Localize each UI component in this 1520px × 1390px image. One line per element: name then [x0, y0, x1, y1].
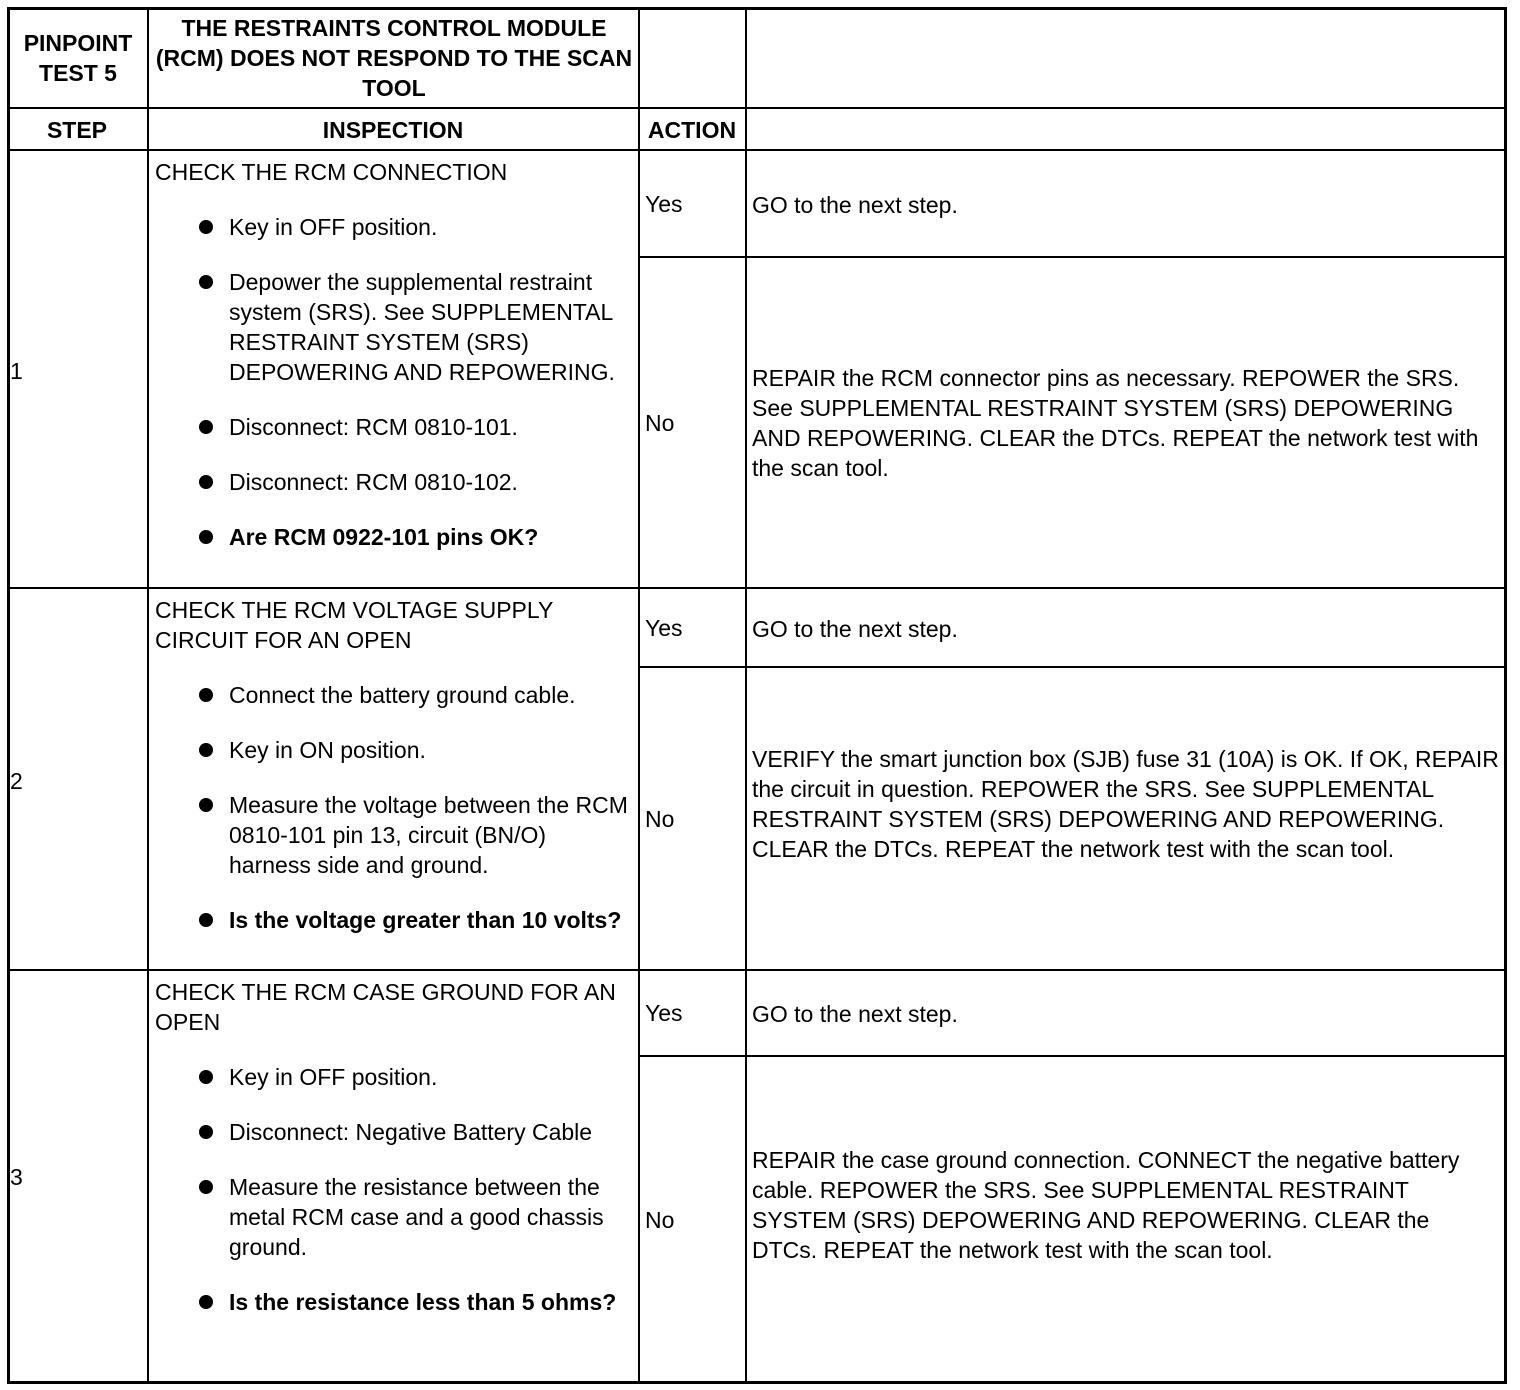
- yes-action: GO to the next step.: [752, 1001, 958, 1027]
- no-label: No: [645, 410, 675, 436]
- inspection-title: CHECK THE RCM CONNECTION: [155, 159, 508, 185]
- row-divider: [7, 587, 1507, 589]
- bullet-icon: [199, 220, 213, 234]
- yes-label: Yes: [645, 615, 683, 641]
- list-item-text: Key in OFF position.: [229, 1064, 438, 1090]
- inspection-list: [155, 212, 631, 552]
- action-column-header: ACTION: [647, 117, 737, 143]
- bullet-icon: [199, 688, 213, 702]
- pinpoint-test-label: PINPOINT TEST 5: [23, 30, 133, 86]
- list-item: [155, 1172, 631, 1262]
- column-divider: [147, 7, 149, 1384]
- bullet-icon: [199, 475, 213, 489]
- inspection-list: [155, 680, 631, 935]
- bullet-icon: [199, 530, 213, 544]
- step-column-header: STEP: [46, 117, 108, 143]
- inspection-cell: [155, 977, 631, 1317]
- list-item-text: Disconnect: Negative Battery Cable: [229, 1119, 593, 1145]
- list-item: [155, 735, 631, 765]
- no-action: REPAIR the case ground connection. CONNECT the negative battery cable. REPOWER the SRS. See SUPPLEMENTAL RESTRAINT SYSTEM (SRS) DEPOWERING AND REPOWERING. CLEAR the DTCs. REPEAT the network test with the scan tool.: [752, 1147, 1460, 1263]
- no-action: VERIFY the smart junction box (SJB) fuse 31 (10A) is OK. If OK, REPAIR the circuit in question. REPOWER the SRS. See SUPPLEMENTAL RESTRAINT SYSTEM (SRS) DEPOWERING AND REPOWERING. CLEAR the DTCs. REPEAT the network test with the scan tool.: [752, 746, 1499, 862]
- inspection-question: Is the voltage greater than 10 volts?: [229, 907, 622, 933]
- column-divider: [745, 7, 747, 1384]
- bullet-icon: [199, 913, 213, 927]
- row-divider: [638, 1055, 1507, 1057]
- yes-label: Yes: [645, 1000, 683, 1026]
- bullet-icon: [199, 420, 213, 434]
- row-divider: [7, 969, 1507, 971]
- list-item-text: Disconnect: RCM 0810-102.: [229, 469, 518, 495]
- inspection-title: CHECK THE RCM VOLTAGE SUPPLY CIRCUIT FOR AN OPEN: [155, 597, 553, 653]
- test-title: THE RESTRAINTS CONTROL MODULE (RCM) DOES NOT RESPOND TO THE SCAN TOOL: [155, 15, 633, 101]
- inspection-column-header: INSPECTION: [322, 117, 464, 143]
- step-number: 1: [10, 358, 23, 384]
- column-divider: [638, 7, 640, 1384]
- inspection-cell: [155, 595, 631, 935]
- yes-action: GO to the next step.: [752, 616, 958, 642]
- inspection-list: [155, 1062, 631, 1317]
- list-item-text: Measure the resistance between the metal RCM case and a good chassis ground.: [229, 1174, 604, 1260]
- bullet-icon: [199, 1125, 213, 1139]
- list-item: [155, 412, 631, 442]
- row-divider: [7, 107, 1507, 109]
- list-item: [155, 522, 631, 552]
- list-item: [155, 467, 631, 497]
- yes-action: GO to the next step.: [752, 192, 958, 218]
- list-item: [155, 1287, 631, 1317]
- inspection-question: Are RCM 0922-101 pins OK?: [229, 524, 539, 550]
- list-item-text: Key in OFF position.: [229, 214, 438, 240]
- list-item: [155, 680, 631, 710]
- row-divider: [638, 666, 1507, 668]
- bullet-icon: [199, 1295, 213, 1309]
- no-action: REPAIR the RCM connector pins as necessary. REPOWER the SRS. See SUPPLEMENTAL RESTRAINT SYSTEM (SRS) DEPOWERING AND REPOWERING. CLEAR the DTCs. REPEAT the network test with the scan tool.: [752, 365, 1479, 481]
- yes-label: Yes: [645, 191, 683, 217]
- inspection-question: Is the resistance less than 5 ohms?: [229, 1289, 617, 1315]
- list-item: [155, 790, 631, 880]
- list-item: [155, 212, 631, 242]
- row-divider: [638, 256, 1507, 258]
- bullet-icon: [199, 798, 213, 812]
- bullet-icon: [199, 275, 213, 289]
- list-item-text: Connect the battery ground cable.: [229, 682, 576, 708]
- list-item: [155, 267, 631, 387]
- list-item-text: Key in ON position.: [229, 737, 426, 763]
- list-item-text: Disconnect: RCM 0810-101.: [229, 414, 518, 440]
- list-item: [155, 1117, 631, 1147]
- list-item: [155, 905, 631, 935]
- row-divider: [7, 149, 1507, 151]
- step-number: 2: [10, 768, 23, 794]
- list-item-text: Depower the supplemental restraint system (SRS). See SUPPLEMENTAL RESTRAINT SYSTEM (SRS) DEPOWERING AND REPOWERING.: [229, 269, 615, 385]
- inspection-cell: [155, 157, 631, 552]
- bullet-icon: [199, 1180, 213, 1194]
- inspection-title: CHECK THE RCM CASE GROUND FOR AN OPEN: [155, 979, 616, 1035]
- no-label: No: [645, 806, 675, 832]
- list-item-text: Measure the voltage between the RCM 0810-101 pin 13, circuit (BN/O) harness side and ground.: [229, 792, 628, 878]
- bullet-icon: [199, 1070, 213, 1084]
- step-number: 3: [10, 1164, 23, 1190]
- no-label: No: [645, 1207, 675, 1233]
- bullet-icon: [199, 743, 213, 757]
- list-item: [155, 1062, 631, 1092]
